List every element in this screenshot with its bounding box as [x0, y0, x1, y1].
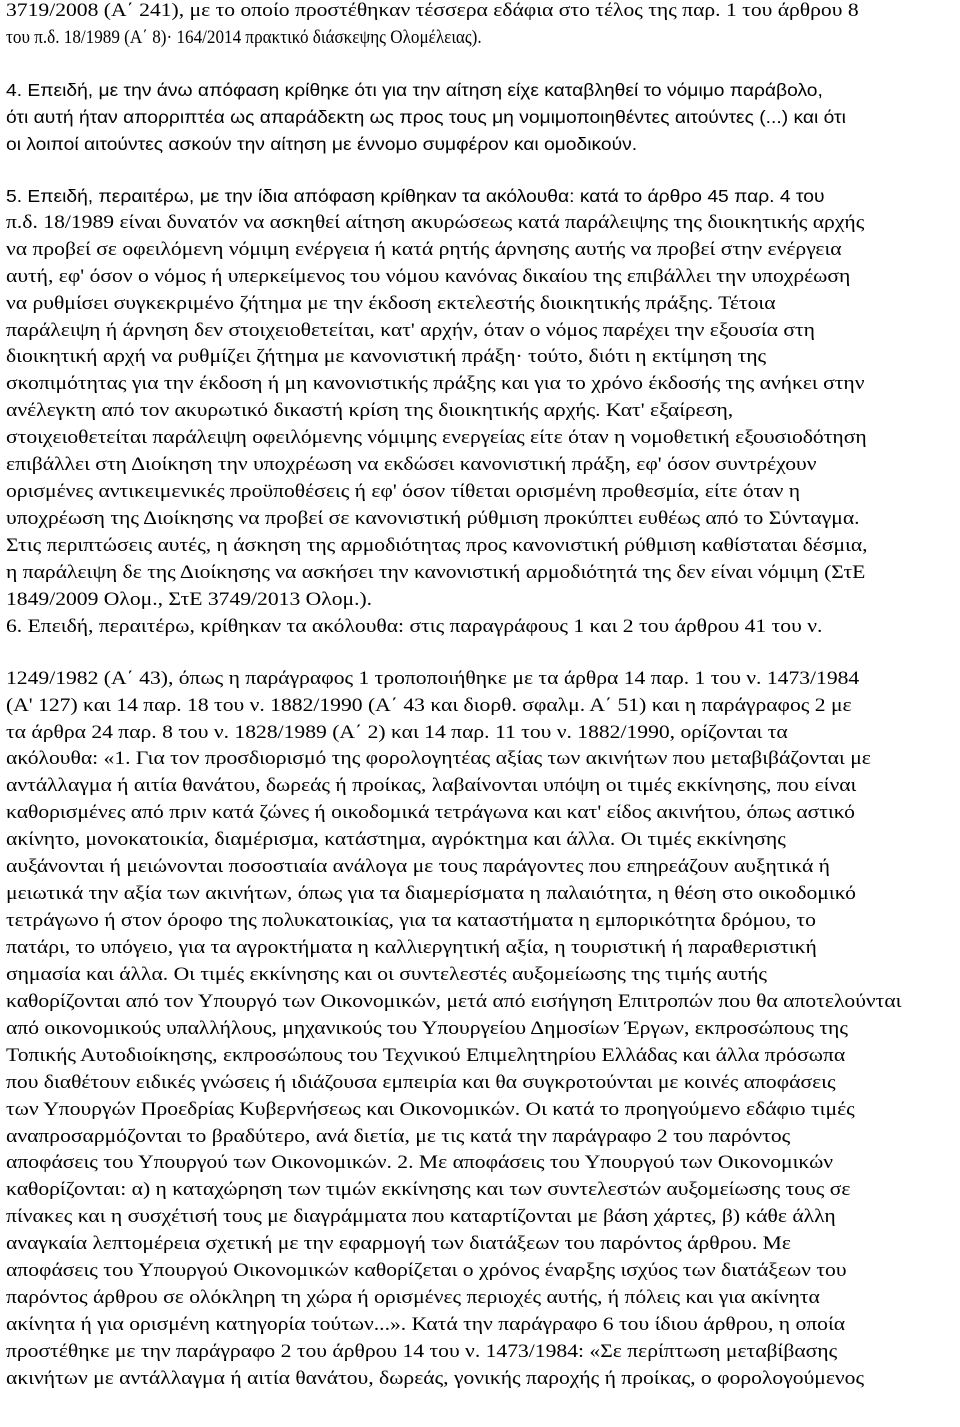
- text-line: παρόντος άρθρου σε ολόκληρη τη χώρα ή ορισμένες περιοχές αυτής, ή πόλεις και για ακίνητα: [6, 1287, 820, 1308]
- text-line: πίνακες και η συσχέτισή τους με διαγράμματα που καταρτίζονται με βάση χάρτες, β) κάθε άλλη: [6, 1206, 836, 1227]
- text-line: π.δ. 18/1989 είναι δυνατόν να ασκηθεί αίτηση ακυρώσεως κατά παράλειψης της διοικητικής αρχής: [6, 212, 865, 233]
- text-line: του π.δ. 18/1989 (Α΄ 8)· 164/2014 πρακτικό διάσκεψης Ολομέλειας).: [6, 27, 482, 48]
- text-line: αποφάσεις του Υπουργού Οικονομικών καθορίζεται ο χρόνος έναρξης ισχύος των διατάξεων του: [6, 1260, 847, 1281]
- text-line: από οικονομικούς υπαλλήλους, μηχανικούς του Υπουργείου Δημοσίων Έργων, εκπροσώπους της: [6, 1018, 848, 1039]
- text-line: αποφάσεις του Υπουργού των Οικονομικών. 2. Με αποφάσεις του Υπουργού των Οικονομικών: [6, 1152, 834, 1173]
- text-line: οι λοιποί αιτούντες ασκούν την αίτηση με έννομο συμφέρον και ομοδικούν.: [6, 134, 638, 154]
- text-line: αυτή, εφ' όσον ο νόμος ή υπερκείμενος του νόμου κανόνας δικαίου της επιβάλλει την υποχρέωση: [6, 266, 851, 287]
- text-line: ακινήτων με αντάλλαγμα ή αιτία θανάτου, δωρεάς, γονικής παροχής ή προίκας, ο φορολογούμενος: [6, 1368, 865, 1389]
- text-line: ορισμένες αντικειμενικές προϋποθέσεις ή εφ' όσον τίθεται ορισμένη προθεσμία, είτε όταν η: [6, 481, 801, 502]
- text-line: των Υπουργών Προεδρίας Κυβερνήσεως και Οικονομικών. Οι κατά το προηγούμενο εδάφιο τιμές: [6, 1099, 855, 1120]
- text-line: καθορίζονται από τον Υπουργό των Οικονομικών, μετά από εισήγηση Επιτροπών που θα αποτελούνται: [6, 991, 902, 1012]
- text-line: 5. Επειδή, περαιτέρω, με την ίδια απόφαση κρίθηκαν τα ακόλουθα: κατά το άρθρο 45 παρ. 4 του: [6, 186, 825, 206]
- text-line: καθορίζονται: α) η καταχώρηση των τιμών εκκίνησης και των συντελεστών αυξομείωσης τους σε: [6, 1179, 851, 1200]
- text-line: σκοπιμότητας για την έκδοση ή μη κανονιστικής πράξης και για το χρόνο έκδοσής της ανήκει στην: [6, 373, 865, 394]
- text-line: αναγκαία λεπτομέρεια σχετική με την εφαρμογή των διατάξεων του παρόντος άρθρου. Με: [6, 1233, 791, 1254]
- text-line: αυξάνονται ή μειώνονται ποσοστιαία ανάλογα με τους παράγοντες που επηρεάζουν αυξητικά ή: [6, 856, 830, 877]
- text-line: τα άρθρα 24 παρ. 8 του ν. 1828/1989 (Α΄ 2) και 14 παρ. 11 του ν. 1882/1990, ορίζονται τα: [6, 722, 788, 743]
- text-line: ακόλουθα: «1. Για τον προσδιορισμό της φορολογητέας αξίας των ακινήτων που μεταβιβάζονται με: [6, 748, 871, 769]
- text-line: πατάρι, το υπόγειο, για τα αγροκτήματα η καλλιεργητική αξία, η τουριστική ή παραθεριστική: [6, 937, 817, 958]
- text-line: τετράγωνο ή στον όροφο της πολυκατοικίας, για τα καταστήματα η εμπορικότητα δρόμου, το: [6, 910, 816, 931]
- text-line: παράλειψη ή άρνηση δεν στοιχειοθετείται, κατ' αρχήν, όταν ο νόμος παρέχει την εξουσία στη: [6, 320, 815, 341]
- text-line: σημασία και άλλα. Οι τιμές εκκίνησης και οι συντελεστές αυξομείωσης της τιμής αυτής: [6, 964, 767, 985]
- text-line: μειωτικά την αξία των ακινήτων, όπως για τα διαμερίσματα η παλαιότητα, η θέση στο οικοδομικό: [6, 883, 856, 904]
- text-line: που διαθέτουν ειδικές γνώσεις ή ιδιάζουσα εμπειρία και θα συγκροτούνται με κοινές αποφάσεις: [6, 1072, 836, 1093]
- text-line: ότι αυτή ήταν απορριπτέα ως απαράδεκτη ως προς τους μη νομιμοποιηθέντες αιτούντες (...) και ότι: [6, 107, 846, 127]
- text-line: αντάλλαγμα ή αιτία θανάτου, δωρεάς ή προίκας, λαβαίνονται υπόψη οι τιμές εκκίνησης, που είναι: [6, 775, 857, 796]
- text-line: επιβάλλει στη Διοίκηση την υποχρέωση να εκδώσει κανονιστική πράξη, εφ' όσον συντρέχουν: [6, 454, 817, 475]
- text-line: στοιχειοθετείται παράλειψη οφειλόμενης νόμιμης ενεργείας είτε όταν η νομοθετική εξουσιοδότηση: [6, 427, 867, 448]
- text-line: 3719/2008 (Α΄ 241), με το οποίο προστέθηκαν τέσσερα εδάφια στο τέλος της παρ. 1 του άρθρου 8: [6, 0, 859, 21]
- text-line: καθορισμένες από πριν κατά ζώνες ή οικοδομικά τετράγωνα και κατ' είδος ακινήτου, όπως αστικό: [6, 802, 855, 823]
- text-line: 1249/1982 (Α΄ 43), όπως η παράγραφος 1 τροποποιήθηκε με τα άρθρα 14 παρ. 1 του ν. 1473/1984: [6, 668, 860, 689]
- text-line: 6. Επειδή, περαιτέρω, κρίθηκαν τα ακόλουθα: στις παραγράφους 1 και 2 του άρθρου 41 του ν.: [6, 616, 823, 637]
- text-line: να ρυθμίσει συγκεκριμένο ζήτημα με την έκδοση εκτελεστής διοικητικής πράξης. Τέτοια: [6, 293, 776, 314]
- text-line: 1849/2009 Ολομ., ΣτΕ 3749/2013 Ολομ.).: [6, 589, 373, 610]
- text-line: αναπροσαρμόζονται το βραδύτερο, ανά διετία, με τις κατά την παράγραφο 2 του παρόντος: [6, 1126, 791, 1147]
- text-line: (Α' 127) και 14 παρ. 18 του ν. 1882/1990 (Α΄ 43 και διορθ. σφαλμ. Α΄ 51) και η παράγραφος 2 με: [6, 695, 852, 716]
- text-line: διοικητική αρχή να ρυθμίζει ζήτημα με κανονιστική πράξη· τούτο, διότι η εκτίμηση της: [6, 346, 767, 367]
- text-line: προστέθηκε με την παράγραφο 2 του άρθρου 14 του ν. 1473/1984: «Σε περίπτωση μεταβίβασης: [6, 1341, 838, 1362]
- text-line: ανέλεγκτη από τον ακυρωτικό δικαστή κρίση της διοικητικής αρχής. Κατ' εξαίρεση,: [6, 400, 734, 421]
- text-line: 4. Επειδή, με την άνω απόφαση κρίθηκε ότι για την αίτηση είχε καταβληθεί το νόμιμο παράβολο,: [6, 80, 823, 100]
- text-line: Τοπικής Αυτοδιοίκησης, εκπροσώπους του Τεχνικού Επιμελητηρίου Ελλάδας και άλλα πρόσωπα: [6, 1045, 846, 1066]
- text-line: υποχρέωση της Διοίκησης να προβεί σε κανονιστική ρύθμιση προκύπτει ευθέως από το Σύνταγμα.: [6, 508, 860, 529]
- text-line: Στις περιπτώσεις αυτές, η άσκηση της αρμοδιότητας προς κανονιστική ρύθμιση καθίσταται δέσμια,: [6, 535, 868, 556]
- text-line: ακίνητα ή για ορισμένη κατηγορία τούτων...». Κατά την παράγραφο 6 του ίδιου άρθρου, η οποία: [6, 1314, 846, 1335]
- text-line: ακίνητο, μονοκατοικία, διαμέρισμα, κατάστημα, αγρόκτημα και άλλα. Οι τιμές εκκίνησης: [6, 829, 786, 850]
- text-line: η παράλειψη δε της Διοίκησης να ασκήσει την κανονιστική αρμοδιότητά της δεν είναι νόμιμη (ΣτΕ: [6, 562, 866, 583]
- text-line: να προβεί σε οφειλόμενη νόμιμη ενέργεια ή κατά ρητής άρνησης αυτής να προβεί στην ενέργεια: [6, 239, 842, 260]
